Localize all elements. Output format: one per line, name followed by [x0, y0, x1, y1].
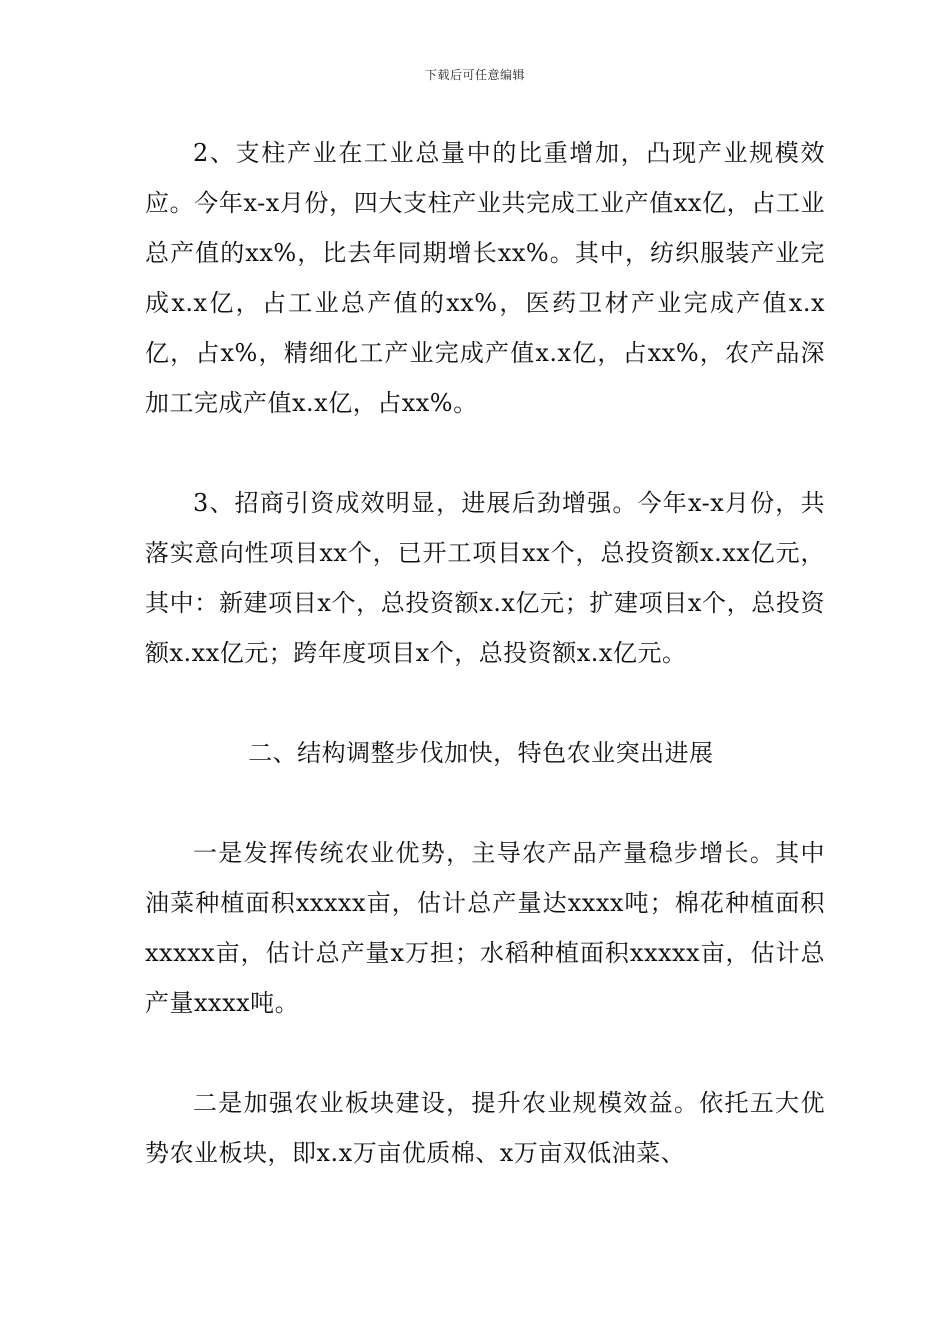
document-body [145, 128, 825, 1178]
header-note: 下载后可任意编辑 [424, 68, 525, 82]
section-heading: 二、结构调整步伐加快，特色农业突出进展 [248, 739, 714, 767]
paragraph-investment: 3、招商引资成效明显，进展后劲增强。今年x-x月份，共落实意向性项目xx个，已开工项目xx个，总投资额x.xx亿元，其中：新建项目x个，总投资额x.x亿元；扩建项目x个，总投资额x.xx亿元；跨年度项目x个，总投资额x.x亿元。 [145, 489, 825, 667]
paragraph-industry-share: 2、支柱产业在工业总量中的比重增加，凸现产业规模效应。今年x-x月份，四大支柱产业共完成工业产值xx亿，占工业总产值的xx%，比去年同期增长xx%。其中，纺织服装产业完成x.x亿，占工业总产值的xx%，医药卫材产业完成产值x.x亿，占x%，精细化工产业完成产值x.x亿，占xx%，农产品深加工完成产值x.x亿，占xx%。 [145, 139, 825, 417]
paragraph-traditional-agriculture: 一是发挥传统农业优势，主导农产品产量稳步增长。其中油菜种植面积xxxxx亩，估计总产量达xxxx吨；棉花种植面积xxxxx亩，估计总产量x万担；水稻种植面积xxxxx亩，估计总产量xxxx吨。 [145, 839, 825, 1017]
paragraph-agriculture-blocks: 二是加强农业板块建设，提升农业规模效益。依托五大优势农业板块，即x.x万亩优质棉、x万亩双低油菜、 [145, 1089, 825, 1167]
